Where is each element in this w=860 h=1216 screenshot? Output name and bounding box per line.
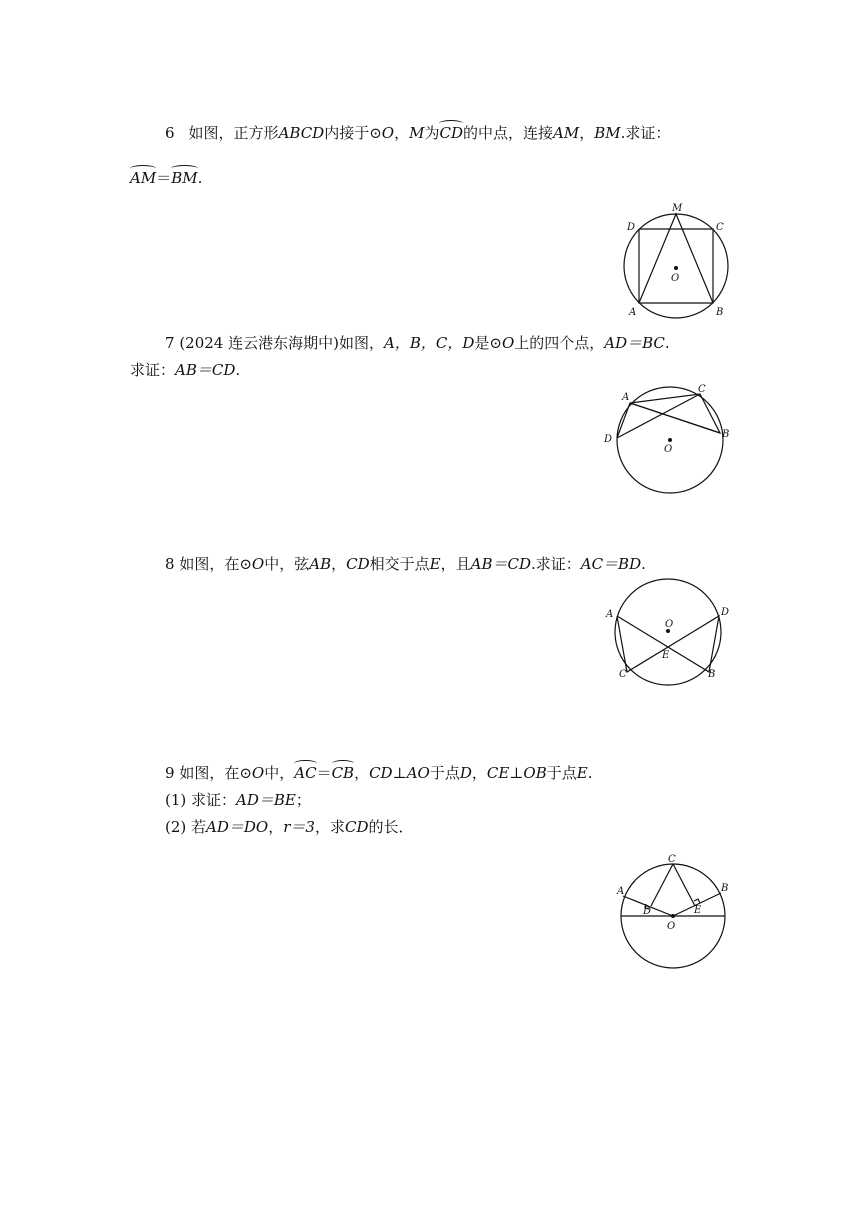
label-e: E — [694, 905, 702, 916]
problem-8-line-1: 8 如图，在⊙O中，弦AB，CD相交于点E，且AB＝CD.求证：AC＝BD. — [165, 555, 646, 573]
problem-number: 7 — [165, 334, 175, 352]
figure-9 — [608, 848, 738, 974]
part-label: (2) — [165, 818, 187, 836]
figure-7 — [600, 380, 740, 498]
label-a: A — [629, 307, 637, 318]
label-b: B — [722, 429, 730, 440]
segment-ce — [673, 864, 695, 906]
label-c: C — [698, 384, 706, 395]
label-d: D — [627, 222, 636, 233]
label-o: O — [664, 444, 673, 455]
center-dot — [674, 266, 678, 270]
radii-oa-ob — [623, 893, 721, 916]
problem-6-line-1: 6 如图，正方形ABCD内接于⊙O，M为CD的中点，连接AM，BM.求证： — [165, 124, 671, 142]
label-m: M — [672, 203, 683, 214]
figure-8 — [600, 574, 740, 690]
arc-cd: CD — [439, 124, 463, 142]
problem-number: 9 — [165, 764, 175, 782]
chords-am-bm — [639, 214, 713, 303]
chord-dc — [617, 394, 700, 438]
problem-number: 6 — [165, 124, 175, 142]
label-d: D — [721, 607, 730, 618]
right-angle-e — [694, 899, 700, 903]
segment-cd — [651, 864, 673, 906]
figure-6 — [612, 198, 736, 322]
label-d: D — [604, 434, 613, 445]
label-c: C — [619, 669, 627, 680]
label-o: O — [667, 921, 676, 932]
problem-7-line-2: 求证：AB＝CD. — [130, 361, 241, 379]
label-b: B — [708, 669, 716, 680]
problem-6-line-2: AM＝BM. — [130, 169, 203, 187]
part-label: (1) — [165, 791, 187, 809]
label-a: A — [617, 886, 625, 897]
label-d: D — [643, 906, 652, 917]
problem-number: 8 — [165, 555, 175, 573]
problem-7-line-1: 7 (2024 连云港东海期中)如图，A，B，C，D是⊙O上的四个点，AD＝BC. — [165, 334, 670, 352]
arc-cb: CB — [331, 764, 355, 782]
label-c: C — [716, 222, 724, 233]
problem-9-part-1: (1) 求证：AD＝BE； — [165, 791, 311, 809]
center-dot — [671, 914, 675, 918]
label-o: O — [665, 619, 674, 630]
problem-9-part-2: (2) 若AD＝DO，r＝3，求CD的长． — [165, 818, 414, 836]
label-b: B — [716, 307, 724, 318]
problem-9-line-1: 9 如图，在⊙O中，AC＝CB，CD⊥AO于点D，CE⊥OB于点E. — [165, 764, 593, 782]
label-o: O — [671, 273, 680, 284]
label-c: C — [668, 854, 676, 865]
label-a: A — [622, 392, 630, 403]
arc-bm: BM — [171, 169, 198, 187]
label-e: E — [662, 650, 670, 661]
center-dot — [668, 438, 672, 442]
label-b: B — [721, 883, 729, 894]
arc-am: AM — [130, 169, 157, 187]
label-a: A — [606, 609, 614, 620]
arc-ac: AC — [294, 764, 317, 782]
